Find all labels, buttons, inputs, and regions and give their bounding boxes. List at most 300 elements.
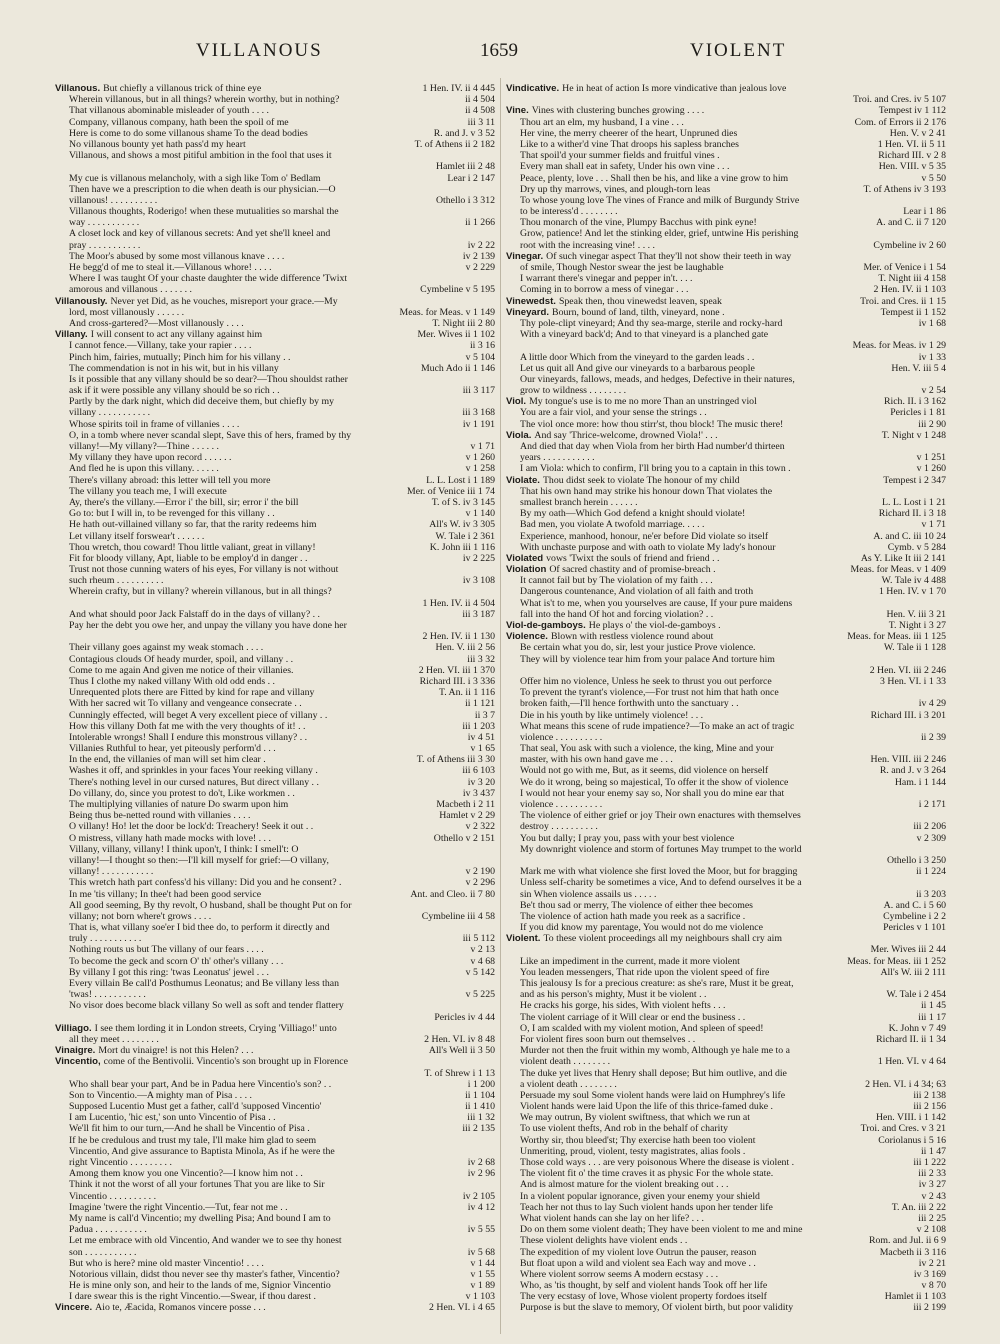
concordance-line	[506, 721, 946, 732]
play-reference: Pericles v 1 101	[883, 922, 946, 934]
quotation-text: Pay her the debt you owe her, and unpay the villany you have done her	[69, 620, 347, 631]
quotation-text: This wretch hath part confess'd his villany: Did you and he consent? .	[69, 877, 342, 889]
play-reference: Hen. VIII. v 5 35	[878, 161, 946, 173]
quotation-text: Experience, manhood, honour, ne'er before Did violate so itself	[520, 530, 769, 542]
concordance-line	[506, 944, 946, 955]
quotation-text: Son to Vincentio.—A mighty man of Pisa . . . .	[69, 1089, 252, 1101]
concordance-line	[506, 1101, 946, 1112]
play-reference: v 1 258	[465, 463, 495, 475]
play-reference: ii 1 410	[465, 1101, 495, 1113]
quotation-text: What is't to me, when you yourselves are cause, If your pure maidens	[520, 597, 793, 609]
quotation-text: Murder not then the fruit within my womb, Although ye hale me to a	[520, 1045, 790, 1057]
concordance-line	[506, 217, 946, 228]
concordance-line	[506, 407, 946, 418]
concordance-line	[55, 441, 495, 452]
concordance-line	[506, 1302, 946, 1313]
concordance-line	[55, 1168, 495, 1179]
quotation-text: My villany they have upon record . . . . . .	[69, 452, 232, 464]
play-reference: L. L. Lost i 1 189	[426, 474, 495, 486]
entry-headword: Vindicative.	[506, 83, 560, 94]
concordance-line	[506, 732, 946, 743]
concordance-line	[55, 1247, 495, 1258]
concordance-line	[506, 273, 946, 284]
quotation-text: way . . . . . . . . . . .	[69, 217, 140, 229]
quotation-text: Die in his youth by like untimely violence! . . .	[520, 709, 704, 721]
quotation-text: Partly by the dark night, which did deceive them, but chiefly by my	[69, 396, 334, 408]
play-reference: Tempest ii 1 152	[880, 306, 946, 318]
play-reference: iv 5 55	[467, 1224, 495, 1236]
concordance-line	[55, 911, 495, 922]
play-reference: iii 1 32	[467, 1112, 495, 1124]
concordance-line	[55, 206, 495, 217]
concordance-line	[55, 150, 495, 161]
play-reference: v 1 251	[916, 452, 946, 464]
quotation-text: of smile, Though Nestor swear the jest be laughable	[520, 262, 724, 273]
concordance-line	[506, 933, 946, 944]
entry-headword: Vincere.	[55, 1302, 93, 1314]
play-reference: 1 Hen. IV. v 1 70	[878, 586, 946, 598]
entry-headword: Viol-de-gamboys.	[506, 620, 586, 631]
concordance-line	[55, 732, 495, 743]
quotation-text: Go to: but I will in, to be revenged for this villany . .	[69, 508, 275, 520]
play-reference: ii 3 203	[916, 888, 946, 900]
play-reference: iv 3 437	[462, 787, 495, 799]
quotation-text: I cannot fence.—Villany, take your rapier . . . .	[69, 340, 252, 352]
play-reference: 3 Hen. VI. i 1 33	[880, 675, 946, 687]
concordance-line	[506, 83, 946, 94]
quotation-text: Aio te, Æacida, Romanos vincere posse . . .	[95, 1302, 266, 1314]
concordance-line	[506, 1202, 946, 1213]
play-reference: Cymbeline i 2 2	[883, 910, 946, 922]
play-reference: iv 1 33	[918, 351, 946, 363]
play-reference: v 5 225	[465, 989, 495, 1001]
quotation-text: He is mine only son, and heir to the lands of me, Signior Vincentio	[69, 1280, 331, 1292]
quotation-text: My name is call'd Vincentio; my dwelling Pisa; And bound I am to	[69, 1212, 331, 1224]
concordance-line	[55, 195, 495, 206]
concordance-line	[55, 978, 495, 989]
quotation-text: A closet lock and key of villanous secrets: And yet she'll kneel and	[69, 228, 331, 240]
play-reference: Ant. and Cleo. ii 7 80	[410, 888, 495, 900]
play-reference: Cymbeline v 5 195	[420, 284, 495, 296]
concordance-line	[55, 553, 495, 564]
concordance-line	[55, 1179, 495, 1190]
play-reference: Hen. V. iii 5 4	[891, 362, 946, 374]
concordance-line	[506, 687, 946, 698]
concordance-line	[506, 1224, 946, 1235]
play-reference: iv 2 22	[467, 239, 495, 251]
quotation-text: Vincentio, And give assurance to Baptista Minola, As if he were the	[69, 1145, 335, 1157]
concordance-line	[506, 810, 946, 821]
entry-headword: Villanously.	[55, 295, 108, 307]
quotation-text: I am Viola: which to confirm, I'll bring you to a captain in this town .	[520, 463, 791, 475]
quotation-text: Being thus be-netted round with villanies . . . .	[69, 810, 251, 822]
quotation-text: Padua . . . . . . . . . . .	[69, 1224, 147, 1236]
concordance-line	[55, 1123, 495, 1134]
play-reference: v 1 71	[470, 441, 495, 452]
play-reference: iii 5 112	[462, 933, 495, 945]
quotation-text: By villany I got this ring: 'twas Leonatus' jewel . . .	[69, 966, 269, 978]
quotation-text: No villanous bounty yet hath pass'd my heart	[69, 138, 246, 150]
play-reference: v 2 54	[921, 385, 946, 397]
play-reference: Meas. for Meas. iii 1 252	[847, 955, 946, 967]
play-reference: Ham. i 1 144	[894, 776, 946, 788]
quotation-text: Peace, plenty, love . . . Shall then be his, and like a vine grow to him	[520, 172, 789, 184]
concordance-line	[506, 777, 946, 788]
quotation-text: Is it possible that any villany should be so dear?—Thou shouldst rather	[69, 373, 348, 385]
quotation-text: Company, villanous company, hath been the spoil of me	[69, 116, 289, 128]
concordance-line	[55, 318, 495, 329]
concordance-line	[506, 475, 946, 486]
concordance-line	[506, 654, 946, 665]
play-reference: T. of Athens ii 2 182	[414, 138, 495, 150]
concordance-line	[55, 654, 495, 665]
concordance-line	[55, 1034, 495, 1045]
quotation-text: Thus I clothe my naked villany With old odd ends . .	[69, 675, 275, 687]
play-reference: iii 3 117	[462, 385, 495, 397]
play-reference: ii 1 104	[465, 1089, 495, 1101]
concordance-line	[506, 754, 946, 765]
play-reference: W. Tale i 2 361	[435, 530, 495, 542]
concordance-line	[506, 128, 946, 139]
play-reference: Richard II. ii 1 34	[876, 1033, 946, 1045]
concordance-line	[55, 721, 495, 732]
concordance-line	[506, 799, 946, 810]
concordance-line	[55, 889, 495, 900]
play-reference: iv 4 12	[467, 1201, 495, 1213]
play-reference: T. of S. iv 3 145	[431, 496, 495, 508]
play-reference: 2 Hen. IV. ii 1 130	[422, 631, 495, 643]
quotation-text: You are a fair viol, and your sense the strings . .	[520, 407, 707, 419]
concordance-line	[55, 788, 495, 799]
quotation-text: Would not go with me, But, as it seems, did violence on herself	[520, 765, 769, 777]
page-number: 1659	[480, 40, 518, 61]
play-reference: W. Tale ii 1 128	[883, 642, 946, 654]
quotation-text: Nothing routs us but The villany of our fears . . . .	[69, 944, 264, 956]
concordance-line	[506, 1280, 946, 1291]
quotation-text: Contagious clouds Of heady murder, spoil, and villany . .	[69, 653, 294, 665]
quotation-text: right Vincentio . . . . . . . . .	[69, 1157, 172, 1168]
concordance-line	[55, 743, 495, 754]
quotation-text: Like to a wither'd vine That droops his sapless branches	[520, 138, 739, 150]
play-reference: iii 6 103	[462, 765, 495, 777]
quotation-text: Let villany itself forswear't . . . . . .	[69, 530, 205, 542]
concordance-line	[506, 1012, 946, 1023]
concordance-line	[55, 217, 495, 228]
play-reference: 1 Hen. IV. ii 4 445	[422, 83, 495, 94]
quotation-text: villany; not born where't grows . . . .	[69, 910, 212, 922]
play-reference: A. and C. iii 10 24	[873, 530, 946, 542]
quotation-text: To become the geck and scorn O' th' other's villany . . .	[69, 955, 284, 967]
play-reference: Mer. of Venice iii 1 74	[407, 485, 495, 497]
play-reference: Pericles iv 4 44	[434, 1011, 495, 1023]
play-reference: iii 3 32	[467, 653, 495, 665]
play-reference: Meas. for Meas. iii 1 125	[847, 631, 946, 643]
play-reference: All's Well ii 3 50	[428, 1045, 495, 1057]
quotation-text: What violent hands can she lay on her life? . . .	[520, 1212, 704, 1224]
play-reference: T. of Shrew i 1 13	[424, 1067, 495, 1079]
right-column	[506, 83, 946, 1333]
concordance-line	[55, 866, 495, 877]
quotation-text: Purpose is but the slave to memory, Of violent birth, but poor validity	[520, 1302, 794, 1314]
quotation-text: Bad men, you violate A twofold marriage. . . . .	[520, 519, 705, 531]
concordance-line	[506, 1123, 946, 1134]
concordance-line	[55, 228, 495, 239]
play-reference: ii 3 7	[474, 709, 495, 721]
quotation-text: To these violent proceedings all my neighbours shall cry aim	[543, 933, 782, 945]
play-reference: iv 3 27	[918, 1179, 946, 1191]
play-reference: Othello i 3 312	[435, 194, 495, 206]
quotation-text: He in heat of action Is more vindicative than jealous love	[562, 83, 787, 94]
concordance-line	[55, 463, 495, 474]
concordance-line	[55, 1202, 495, 1213]
play-reference: v 1 89	[470, 1280, 495, 1292]
play-reference: iii 2 33	[918, 1168, 946, 1180]
quotation-text: Notorious villain, didst thou never see thy master's father, Vincentio?	[69, 1268, 340, 1280]
quotation-text: Intolerable wrongs! Shall I endure this monstrous villany? . .	[69, 731, 308, 743]
play-reference: v 2 309	[916, 832, 946, 844]
quotation-text: But who is here? mine old master Vincentio! . . . .	[69, 1257, 264, 1269]
quotation-text: a violent death . . . . . . . .	[520, 1078, 617, 1090]
quotation-text: What means this scene of rude impatience?—To make an act of tragic	[520, 720, 795, 732]
concordance-line	[506, 900, 946, 911]
concordance-line	[506, 1291, 946, 1302]
quotation-text: With unchaste purpose and with oath to violate My lady's honour	[520, 541, 776, 553]
concordance-line	[55, 642, 495, 653]
play-reference: Com. of Errors ii 2 176	[854, 116, 946, 128]
concordance-line	[55, 251, 495, 262]
quotation-text: Speak then, thou vinewedst leaven, speak	[558, 295, 722, 307]
quotation-text: And died that day when Viola from her birth Had number'd thirteen	[520, 441, 785, 452]
entry-headword: Violent.	[506, 933, 541, 945]
quotation-text: such rheum . . . . . . . . . .	[69, 575, 164, 587]
concordance-line	[506, 296, 946, 307]
concordance-line	[506, 1056, 946, 1067]
play-reference: Cymb. v 5 284	[887, 541, 946, 553]
quotation-text: truly . . . . . . . . . . .	[69, 933, 142, 945]
concordance-line	[506, 833, 946, 844]
concordance-line	[55, 396, 495, 407]
play-reference: v 2 190	[465, 866, 495, 878]
concordance-line	[506, 710, 946, 721]
quotation-text: amorous and villanous . . . . . . .	[69, 284, 192, 296]
headword-right: VIOLENT	[690, 40, 787, 61]
play-reference: iv 2 139	[462, 250, 495, 262]
entry-headword: Violated	[506, 552, 544, 564]
concordance-line	[55, 105, 495, 116]
quotation-text: Do on them some violent death; They have been violent to me and mine	[520, 1224, 803, 1236]
play-reference: 2 Hen. VI. iv 8 48	[424, 1033, 495, 1045]
concordance-line	[55, 531, 495, 542]
quotation-text: Vines with clustering bunches growing . . . .	[531, 105, 705, 117]
quotation-text: Be't thou sad or merry, The violence of either thee becomes	[520, 899, 753, 911]
play-reference: Macbeth i 2 11	[436, 799, 495, 810]
quotation-text: Unless self-charity be sometimes a vice, And to defend ourselves it be a	[520, 877, 802, 889]
play-reference: v 1 44	[470, 1257, 495, 1269]
play-reference: v 1 71	[921, 519, 946, 531]
quotation-text: violence . . . . . . . . . .	[520, 731, 603, 743]
play-reference: T. of Athens iii 3 30	[416, 754, 495, 766]
quotation-text: The violence of either grief or joy Their own enactures with themselves	[520, 810, 801, 822]
play-reference: iv 3 20	[467, 776, 495, 788]
quotation-text: Offer him no violence, Unless he seek to thrust you out perforce	[520, 675, 772, 687]
play-reference: 2 Hen. IV. ii 1 103	[873, 284, 946, 296]
quotation-text: fall into the hand Of hot and forcing violation? . .	[520, 608, 714, 620]
play-reference: A. and C. ii 7 120	[876, 217, 946, 229]
concordance-line	[506, 452, 946, 463]
play-reference: iv 2 68	[467, 1157, 495, 1168]
quotation-text: In me 'tis villany; In thee't had been good service	[69, 888, 262, 900]
play-reference: R. and J. v 3 264	[879, 765, 946, 777]
concordance-line	[55, 1090, 495, 1101]
play-reference: v 1 260	[916, 463, 946, 475]
play-reference: v 1 140	[465, 508, 495, 520]
quotation-text: Villanous thoughts, Roderigo! when these mutualities so marshal the	[69, 206, 339, 218]
quotation-text: O, I am scalded with my violent motion, And spleen of speed!	[520, 1022, 764, 1034]
play-reference: Othello v 2 151	[433, 832, 495, 844]
quotation-text: This jealousy Is for a precious creature: as she's rare, Must it be great,	[520, 978, 794, 989]
quotation-text: With her sacred wit To villany and vengeance consecrate . .	[69, 698, 302, 710]
play-reference: Mer. of Venice i 1 54	[863, 262, 946, 273]
quotation-text: That is, what villany soe'er I bid thee do, to perform it directly and	[69, 922, 330, 934]
quotation-text: Ay, there's the villany.—Error i' the bill, sir; error i' the bill	[69, 496, 299, 508]
concordance-line	[55, 1302, 495, 1313]
quotation-text: And cross-gartered?—Most villanously . . . .	[69, 317, 244, 329]
quotation-text: Pinch him, fairies, mutually; Pinch him for his villany . .	[69, 351, 291, 363]
concordance-line	[506, 989, 946, 1000]
play-reference: Mer. Wives ii 1 102	[417, 329, 495, 341]
quotation-text: 'twas! . . . . . . . . . . .	[69, 989, 146, 1001]
quotation-text: Bourn, bound of land, tilth, vineyard, none .	[552, 306, 725, 318]
page-header	[0, 40, 1000, 70]
quotation-text: The very ecstasy of love, Whose violent property fordoes itself	[520, 1291, 767, 1303]
concordance-line	[506, 1269, 946, 1280]
concordance-line	[506, 508, 946, 519]
quotation-text: The violence of action hath made you reek as a sacrifice .	[520, 910, 746, 922]
concordance-line	[506, 519, 946, 530]
quotation-text: I warrant there's vinegar and pepper in't. . . .	[520, 273, 693, 285]
quotation-text: O, in a tomb where never scandal slept, Save this of hers, framed by thy	[69, 429, 352, 441]
quotation-text: I will consent to act any villany against him	[90, 329, 263, 341]
concordance-line	[506, 564, 946, 575]
play-reference: T. An. ii 1 116	[438, 687, 495, 699]
entry-headword: Vinewedst.	[506, 295, 556, 307]
quotation-text: broken faith,—I'll hence forthwith unto the sanctuary . .	[520, 698, 739, 710]
concordance-line	[55, 1101, 495, 1112]
play-reference: Meas. for Meas. iv 1 29	[852, 340, 946, 352]
concordance-line	[506, 620, 946, 631]
play-reference: Mer. Wives iii 2 44	[870, 944, 946, 956]
play-reference: iv 2 225	[462, 552, 495, 564]
play-reference: v 1 260	[465, 452, 495, 464]
play-reference: 2 Hen. VI. iii 2 246	[869, 664, 946, 676]
entry-headword: Vineyard.	[506, 306, 550, 318]
quotation-text: Her vine, the merry cheerer of the heart, Unpruned dies	[520, 127, 738, 139]
quotation-text: My tongue's use is to me no more Than an unstringed viol	[529, 396, 757, 408]
quotation-text: And fled he is upon this villany. . . . . .	[69, 463, 219, 475]
concordance-line	[55, 184, 495, 195]
quotation-text: Dangerous countenance, And violation of all faith and troth	[520, 586, 754, 598]
play-reference: iii 2 156	[913, 1101, 946, 1113]
concordance-line	[506, 1258, 946, 1269]
concordance-line	[506, 1112, 946, 1123]
concordance-line	[506, 251, 946, 262]
concordance-line	[506, 94, 946, 105]
concordance-line	[506, 173, 946, 184]
quotation-text: The Moor's abused by some most villanous knave . . . .	[69, 250, 285, 262]
concordance-line	[55, 967, 495, 978]
play-reference: iii 1 17	[918, 1011, 946, 1023]
quotation-text: Thy pole-clipt vineyard; And thy sea-marge, sterile and rocky-hard	[520, 317, 783, 329]
play-reference: iv 2 96	[467, 1168, 495, 1180]
quotation-text: To use violent thefts, And rob in the behalf of charity	[520, 1123, 728, 1135]
concordance-line	[506, 821, 946, 832]
play-reference: iii 1 203	[462, 720, 495, 732]
concordance-line	[55, 273, 495, 284]
concordance-line	[506, 1023, 946, 1034]
concordance-line	[506, 922, 946, 933]
quotation-text: The duke yet lives that Henry shall depose; But him outlive, and die	[520, 1067, 787, 1079]
quotation-text: No visor does become black villany So well as soft and tender flattery	[69, 1000, 344, 1012]
quotation-text: vows 'Twixt the souls of friend and friend . .	[546, 552, 720, 564]
concordance-line	[506, 553, 946, 564]
play-reference: Hamlet iii 2 48	[435, 161, 495, 173]
quotation-text: In a violent popular ignorance, given your enemy your shield	[520, 1190, 760, 1202]
play-reference: ii 4 508	[465, 105, 495, 117]
play-reference: 1 Hen. IV. ii 4 504	[422, 597, 495, 609]
play-reference: v 5 142	[465, 966, 495, 978]
quotation-text: Their villany goes against my weak stomach . . . .	[69, 642, 264, 654]
quotation-text: son . . . . . . . . . . .	[69, 1246, 137, 1258]
quotation-text: Who, as 'tis thought, by self and violent hands Took off her life	[520, 1280, 768, 1292]
quotation-text: villany!—I thought so then:—I'll kill myself for grief:—O villany,	[69, 854, 329, 866]
play-reference: ii 1 121	[465, 698, 495, 710]
quotation-text: Thou monarch of the vine, Plumpy Bacchus with pink eyne!	[520, 217, 757, 229]
concordance-line	[55, 1191, 495, 1202]
concordance-line	[55, 519, 495, 530]
play-reference: i 2 171	[918, 799, 946, 810]
play-reference: Meas. for Meas. v 1 149	[399, 306, 495, 318]
headword-left: VILLANOUS	[196, 40, 323, 61]
concordance-line	[506, 486, 946, 497]
concordance-line	[506, 1045, 946, 1056]
concordance-line	[55, 117, 495, 128]
concordance-line	[506, 340, 946, 351]
play-reference: iii 2 135	[462, 1123, 495, 1135]
concordance-line	[55, 855, 495, 866]
concordance-line	[506, 184, 946, 195]
quotation-text: He plays o' the viol-de-gamboys .	[588, 620, 721, 631]
play-reference: T. Night iii 4 158	[878, 273, 946, 285]
play-reference: iv 2 21	[918, 1257, 946, 1269]
concordance-line	[506, 206, 946, 217]
concordance-line	[506, 609, 946, 620]
quotation-text: There's villany abroad: this letter will tell you more	[69, 474, 271, 486]
play-reference: Cymbeline iii 4 58	[421, 910, 495, 922]
quotation-text: I am Lucentio, 'hic est,' son unto Vincentio of Pisa . .	[69, 1112, 276, 1124]
concordance-line	[55, 754, 495, 765]
play-reference: 1 Hen. VI. ii 5 11	[877, 138, 946, 150]
quotation-text: The viol once more: how thou stirr'st, thou block! The music there!	[520, 418, 784, 430]
concordance-line	[55, 329, 495, 340]
play-reference: L. L. Lost i 1 21	[882, 496, 946, 508]
play-reference: iii 2 90	[918, 418, 946, 430]
quotation-text: Dry up thy marrows, vines, and plough-torn leas	[520, 183, 711, 195]
play-reference: iii 2 25	[918, 1212, 946, 1224]
play-reference: 2 Hen. VI. i 4 34; 63	[865, 1078, 946, 1090]
concordance-line	[55, 989, 495, 1000]
quotation-text: We'll fit him to our turn,—And he shall be Vincentio of Pisa .	[69, 1123, 310, 1135]
concordance-line	[506, 284, 946, 295]
